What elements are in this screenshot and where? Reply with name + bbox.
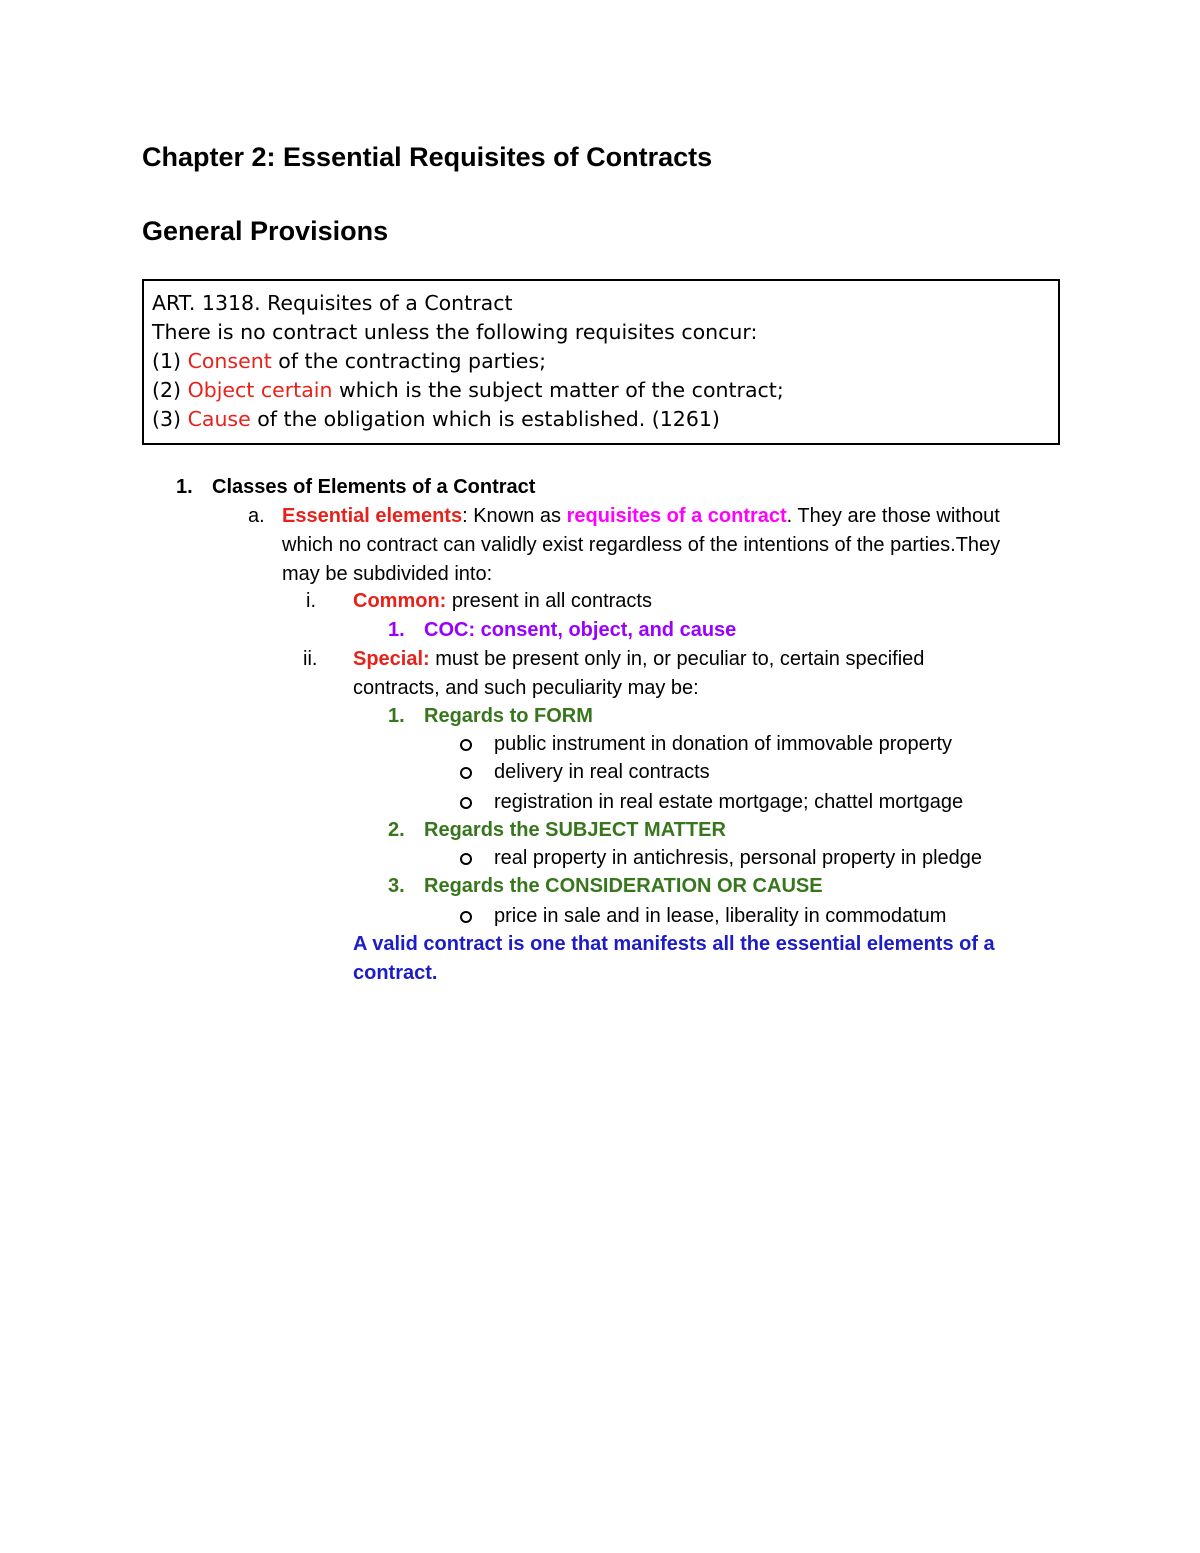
regards-title: Regards the CONSIDERATION OR CAUSE [424,875,823,897]
essential-line2: which no contract can validly exist regardless of the intentions of the parties.They [282,534,1001,556]
regards-title: Regards to FORM [424,705,593,727]
article-item [152,376,784,405]
essential-elements-line [282,502,1000,531]
essential-line1-rest: . They are those without [786,505,1000,527]
common-text: present in all contracts [446,590,652,612]
bullet-text: price in sale and in lease, liberality in commodatum [494,905,947,927]
special-line [353,645,924,674]
article-item-rest: of the contracting parties; [271,349,546,373]
common-line [353,587,652,616]
bullet-text: delivery in real contracts [494,761,710,783]
bullet-text: public instrument in donation of immovable property [494,733,953,755]
special-term: Special: [353,648,430,670]
outline-title-classes: Classes of Elements of a Contract [212,476,536,498]
section-heading: General Provisions [142,216,389,246]
conclusion-line2: contract. [353,962,438,984]
coc-text: COC: consent, object, and cause [424,619,737,641]
article-item [152,347,546,376]
outline-marker-ii: ii. [303,648,318,670]
regards-title: Regards the SUBJECT MATTER [424,819,726,841]
article-item-rest: of the obligation which is established. (1261) [250,407,720,431]
chapter-heading: Chapter 2: Essential Requisites of Contracts [142,142,713,172]
article-box [142,279,1060,445]
article-item-number: (2) [152,378,188,402]
essential-colon-text: : Known as [462,505,567,527]
requisites-highlight: requisites of a contract [566,505,787,527]
common-term: Common: [353,590,447,612]
regards-marker: 3. [388,875,405,897]
article-item-number: (1) [152,349,188,373]
regards-marker: 1. [388,705,405,727]
bullet-circle-icon [460,797,472,809]
bullet-circle-icon [460,739,472,751]
bullet-text: registration in real estate mortgage; chattel mortgage [494,791,964,813]
bullet-circle-icon [460,911,472,923]
article-item [152,405,720,434]
outline-marker-i: i. [306,590,316,612]
special-line2: contracts, and such peculiarity may be: [353,677,699,699]
article-item-key: Cause [187,407,251,431]
article-title: ART. 1318. Requisites of a Contract [152,291,513,315]
article-item-key: Consent [187,349,272,373]
regards-marker: 2. [388,819,405,841]
outline-marker-1: 1. [176,476,193,498]
essential-line3: may be subdivided into: [282,563,493,585]
article-item-key: Object certain [187,378,333,402]
bullet-circle-icon [460,853,472,865]
bullet-text: real property in antichresis, personal property in pledge [494,847,983,869]
coc-marker: 1. [388,619,405,641]
special-text: must be present only in, or peculiar to, certain specified [429,648,925,670]
outline-marker-a: a. [248,505,265,527]
essential-elements-term: Essential elements [282,505,463,527]
conclusion-line1: A valid contract is one that manifests all the essential elements of a [353,933,995,955]
article-item-rest: which is the subject matter of the contract; [332,378,784,402]
bullet-circle-icon [460,767,472,779]
article-intro: There is no contract unless the following requisites concur: [152,320,758,344]
article-item-number: (3) [152,407,188,431]
